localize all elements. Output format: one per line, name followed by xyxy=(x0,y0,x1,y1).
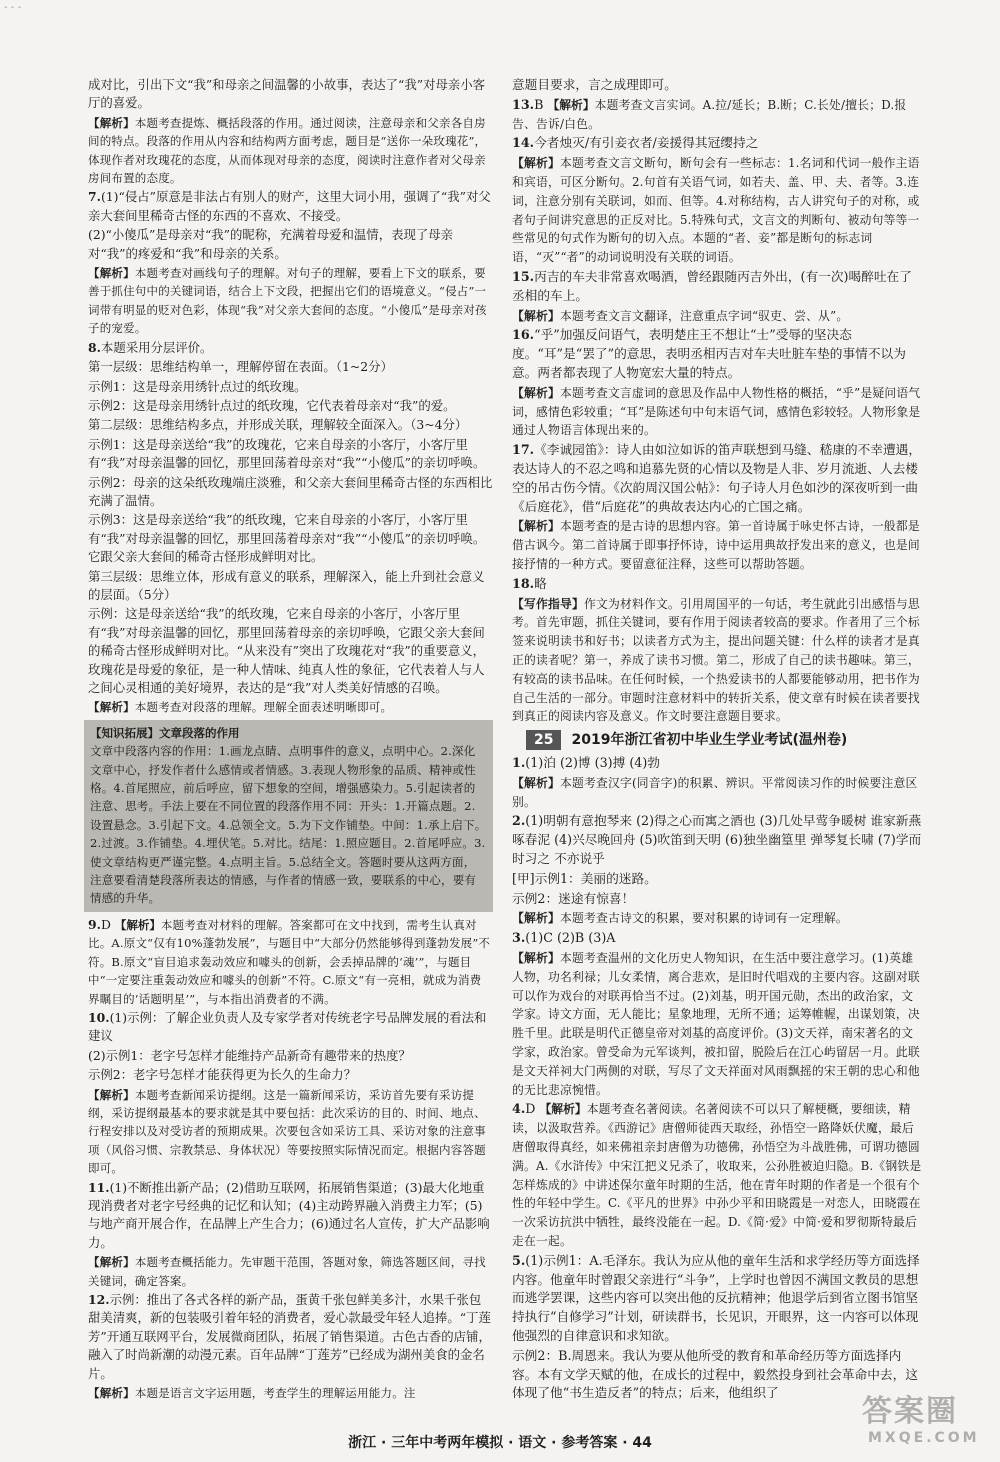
explanation: 【解析】本题考查文言文断句，断句会有一些标志：1.名词和代词一般作主语和宾语，可区分断句。2.句首有关语气词，如若夫、盖、甲、夫、者等。3.连词，注意分别有关联词，如而、但等。4.对称结构，古人讲究句子的对称，或者句子间讲究意思的正反对比。5.特殊句式，文言文的判断句、被动句等等一些常见的句式作为断句的切入点。本题的“者、妾”都是断句的标志词语，“灭”“者”的动词说明没有关联的词语。 xyxy=(512,156,920,265)
question-11: 11.(1)不断推出新产品；(2)借助互联网，拓展销售渠道；(3)最大化地重现消费者对老字号经典的记忆和认知；(4)主动跨界融入消费主力军；(5)与地产商开展合作，在品牌上产生合力；(6)通过名人宣传，扩大产品影响力。 xyxy=(88,1179,490,1250)
question-12: 12.示例：推出了各式各样的新产品，蛋黄千张包鲜美多汁，水果千张包甜美清爽，新的包装吸引着年轻的消费者，爱心款最受年轻人追捧。“丁莲芳”开通互联网平台，发展微商团队，拓展了销售渠道。古色古香的店铺，融入了时尚新潮的动漫元素。百年品牌“丁莲芳”已经成为湖州美食的金名片。 xyxy=(88,1292,491,1381)
question-8: 8.本题采用分层评价。 xyxy=(88,339,213,355)
example: 示例1：这是母亲送给“我”的玫瑰花，它来自母亲的小客厅，小客厅里有“我”对母亲温馨的回忆，那里回荡着母亲对“我”“小傻瓜”的亲切呼唤。 xyxy=(88,436,486,471)
explanation: 【写作指导】作文为材料作文。引用周国平的一句话，考生就此引出感悟与思考。首先审题，抓住关键词，要有作用于阅读者较高的要求。作者用了三个标签来说明读书和好书；以读者方式为主，提出问题关键：什么样的读者才是真正的读者呢？第一，养成了读书习惯。第二，形成了自己的读书趣味。第三，有较高的读书品味。在任何时候，一个热爱读书的人都要能够动用，把书作为自己生活的一部分。审题时注意材料中的转折关系，使文章有时候在读者要找到真正的阅读内容及意义。作文时要注意题目要求。 xyxy=(512,596,920,724)
level-2: 第二层级：思维结构多点，并形成关联，理解较全面深入。（3~4分） xyxy=(88,417,468,433)
explanation: 【解析】本题考查汉字(同音字)的积累、辨识。平常阅读习作的时候要注意区别。 xyxy=(512,775,918,809)
section-title: 2019年浙江省初中毕业生学业考试(温州卷) xyxy=(571,731,848,748)
explanation: 【解析】本题考查新闻采访提纲。这是一篇新闻采访，采访首先要有采访提纲，采访提纲最基本的要求就是其中要包括：此次采访的目的、时间、地点、行程安排以及对受访者的预期成果。次要包含如采访工具、采访对象的注意事项（风俗习惯、宗教禁忌、身体状况）等要按照实际情况而定。根据内容答题即可。 xyxy=(88,1087,486,1176)
level-3: 第三层级：思维立体，形成有意义的联系，理解深入，能上升到社会意义的层面。（5分） xyxy=(88,568,485,602)
right-column xyxy=(512,76,924,1404)
explanation: 【解析】本题是语言文字运用题，考查学生的理解运用能力。注 xyxy=(88,1386,416,1401)
explanation: 【解析】本题考查文言虚词的意思及作品中人物性格的概括，“乎”是疑问语气词，感情色彩较重；“耳”是陈述句中句末语气词，感情色彩较轻。人物形象是通过人物语言体现出来的。 xyxy=(512,385,921,438)
example: 示例：这是母亲送给“我”的纸玫瑰，它来自母亲的小客厅，小客厅里有“我”对母亲温馨的回忆，那里回荡着母亲的亲切呼唤，它跟父亲大套间的稀奇古怪形成鲜明对比。“从来没有”突出了玫瑰花对“我”的重要意义，玫瑰花是母爱的象征，是一种人情味、纯真人性的象征，它代表着人与人之间心灵相通的美好境界，表达的是“我”对人类美好情感的召唤。 xyxy=(88,606,486,695)
answer-3: 3.(1)C (2)B (3)A xyxy=(512,930,616,946)
answer-5: 5.(1)示例1：A.毛泽东。我认为应从他的童年生活和求学经历等方面选择内容。他童年时曾跟父亲进行“斗争”，上学时也曾因不满国文教员的思想而逃学罢课，这些内容可以突出他的反抗精神；他退学后到省立图书馆坚持执行“自修学习”计划，研读群书，长见识，开眼界，这一内容可以体现他强烈的自律意识和求知欲。 xyxy=(512,1252,920,1343)
example: 示例1：这是母亲用绣针点过的纸玫瑰。 xyxy=(88,378,307,394)
level-1: 第一层级：思维结构单一，理解停留在表面。（1~2分） xyxy=(88,359,393,375)
explanation: 【解析】本题考查对段落的理解。理解全面表述明晰即可。 xyxy=(88,700,393,715)
section-number: 25 xyxy=(526,730,561,750)
explanation: 【解析】本题考查对画线句子的理解。对句子的理解，要看上下文的联系，要善于抓住句中的关键词语，结合上下文段，把握出它们的语境意义。“侵占”一词带有明显的贬对色彩，体现“我”对父亲大套间的态度。“小傻瓜”是母亲对孩子的宠爱。 xyxy=(88,266,487,336)
example: 示例2：母亲的这朵纸玫瑰端庄淡雅，和父亲大套间里稀奇古怪的东西相比充满了温情。 xyxy=(88,474,493,508)
box-heading: 【知识拓展】文章段落的作用 xyxy=(90,725,240,740)
box-body: 文章中段落内容的作用：1.画龙点睛、点明事件的意义，点明中心。2.深化文章中心，抒发作者什么感情或者情感。3.表现人物形象的品质、精神或性格。4.首尾照应，前后呼应，留下想象的空间，增强感染力。5.引起读者的注意、思考。手法上要在不同位置的段落作用不同：开头：1.开篇点题。2.设置悬念。3.引起下文。4.总领全文。5.为下文作铺垫。中间：1.承上启下。2.过渡。3.作铺垫。4.埋伏笔。5.对比。结尾：1.照应题目。2.首尾呼应。3.使文章结构更严谨完整。4.点明主旨。5.总结全文。答题时要从这两方面，注意要看清楚段落所表达的情感，与作者的情感一致，要联系的中心，要有情感的升华。 xyxy=(90,744,487,906)
tag-label: 【解析】 xyxy=(88,115,135,130)
question-10: 10.(1)示例：了解企业负责人及专家学者对传统老字号品牌发展的看法和建议 xyxy=(88,1009,487,1044)
question-15: 15.丙吉的车夫非常喜欢喝酒，曾经跟随丙吉外出，(有一次)喝醉吐在了丞相的车上。 xyxy=(512,268,912,303)
explanation: 【解析】本题考查温州的文化历史人物知识，在生活中要注意学习。(1)英雄人物，功名利禄；儿女柔情，离合悲欢，是旧时代唱戏的主要内容。这副对联可以作为戏台的对联再恰当不过。(2)刘基，明开国元勋，杰出的政治家，文学家。诗文方面，无人能比；星象地理，无所不通；运筹帷幄，出谋划策，决胜千里。此联是明代正德皇帝对刘基的高度评价。(3)文天祥，南宋著名的文学家，政治家。曾受命为元军谈判，被扣留，脱险后在江心屿留居一月。此联是文天祥祠大门两侧的对联，写尽了文天祥面对风雨飘摇的宋王朝的忠心和他的无比悲凉惋惜。 xyxy=(512,951,920,1097)
knowledge-box xyxy=(84,720,493,912)
example: 示例3：这是母亲送给“我”的纸玫瑰，它来自母亲的小客厅，小客厅里有“我”对母亲温馨的回忆，那里回荡着母亲对“我”“小傻瓜”的亲切呼唤。它跟父亲大套间的稀奇古怪形成鲜明对比。 xyxy=(88,512,486,565)
answer-2: 2.(1)明朝有意抱琴来 (2)得之心而寓之酒也 (3)几处早莺争暖树 谁家新燕啄春泥 (4)兴尽晚回舟 (5)吹笛到天明 (6)独坐幽篁里 弹琴复长啸 (7)学而时习之 不亦说乎 xyxy=(512,813,922,867)
explanation: 【解析】本题考查概括能力。先审题干范围，答题对象，筛选答题区间，寻找关键词，确定答案。 xyxy=(88,1255,486,1288)
scan-mark: - - - xyxy=(4,2,22,13)
left-column xyxy=(88,76,493,1403)
answer-text: 示例2：迷途有惊喜！ xyxy=(512,890,635,906)
question-13: 13.B 【解析】本题考查文言实词。A.拉/延长；B.断；C.长处/擅长；D.报告、告诉/白色。 xyxy=(512,96,907,131)
answer-text: (2)“小傻瓜”是母亲对“我”的昵称，充满着母爱和温情，表现了母亲对“我”的疼爱和“我”和母亲的关系。 xyxy=(88,227,454,261)
answer-text: (2)示例1：老字号怎样才能维持产品新奇有趣带来的热度？ xyxy=(88,1047,411,1063)
paragraph: 意题目要求，言之成理即可。 xyxy=(512,77,677,92)
answer-text: [甲]示例1：美丽的迷路。 xyxy=(512,870,657,886)
watermark-logo xyxy=(862,1386,992,1456)
answer-1: 1.(1)泊 (2)博 (3)搏 (4)勃 xyxy=(512,755,660,771)
logo-url: MXQE.COM xyxy=(868,1430,980,1446)
paragraph: 成对比，引出下文“我”和母亲之间温馨的小故事，表达了“我”对母亲小客厅的喜爱。 xyxy=(88,77,486,111)
question-9: 9.D 【解析】本题考查对材料的理解。答案都可在文中找到，需考生认真对比。A.原文“仅有10%蓬勃发展”，与题目中“大部分仍然能够得到蓬勃发展”不符。B.原文“盲目追求轰动效应和噱头的创新，会丢掉品牌的‘魂’”，与题目中“一定要注重轰动效应和噱头的创新”不符。C.原文“有一亮相，就成为消费界瞩目的‘话题明星’”，与本指出消费者的不满。 xyxy=(88,916,491,1006)
logo-text: 答案圈 xyxy=(862,1394,958,1429)
answer-4: 4.D 【解析】本题考查名著阅读。名著阅读不可以只了解梗概，要细读，精读，以汲取营养。《西游记》唐僧师徒西天取经，孙悟空一路降妖伏魔，最后唐僧取得真经，如来佛祖亲封唐僧为功德佛，孙悟空为斗战胜佛，可谓功德圆满。A.《水浒传》中宋江把义兄杀了，收取来，公孙胜被迫归隐。B.《钢铁是怎样炼成的》中讲述保尔童年时期的生活，他在青年时期的作者是一个很有个性的年轻中学生。C.《平凡的世界》中孙少平和田晓霞是一对恋人，田晓霞在一次采访抗洪中牺牲，最终没能在一起。D.《简·爱》中简·爱和罗彻斯特最后走在一起。 xyxy=(512,1101,922,1249)
explanation: 【解析】本题考查的是古诗的思想内容。第一首诗属于咏史怀古诗，一般都是借古讽今。第二首诗属于即事抒怀诗，诗中运用典故抒发出来的意义，也是间接抒情的一种方式。要留意征注释，这些可以帮助答题。 xyxy=(512,519,920,571)
question-17: 17.《李诚园笛》：诗人由如泣如诉的笛声联想到马缝、嵇康的不幸遭遇，表达诗人的不忍之鸣和追慕先贤的心情以及物是人非、岁月流逝、人去楼空的吊古伤今情。《次韵周汉国公帖》：句子诗人月色如沙的深夜听到一曲《后庭花》，借“后庭花”的典故表达内心的亡国之痛。 xyxy=(512,442,922,514)
answer-text: 示例2：老字号怎样才能获得更为长久的生命力？ xyxy=(88,1067,357,1083)
explanation: 【解析】本题考查提炼、概括段落的作用。通过阅读，注意母亲和父亲各自房间的特点。段落的作用从内容和结构两方面考虑，题目是“送你一朵玫瑰花”，体现作者对玫瑰花的态度，从而体现对母亲的态度，阅读时注意作者对父母亲房间布置的态度。 xyxy=(88,115,487,186)
page-footer: 浙江 · 三年中考两年模拟 · 语文 · 参考答案 · 44 xyxy=(348,1435,652,1451)
section-heading xyxy=(512,730,924,750)
question-16: 16.“乎”加强反问语气，表明楚庄王不想让“士”受辱的坚决态度。“耳”是“罢了”的意思，表明丞相丙吉对车夫吐脏车垫的事情不以为意。两者都表现了人物宽宏大量的特点。 xyxy=(512,327,906,380)
question-7: 7.(1)“侵占”原意是非法占有别人的财产，这里大词小用，强调了“我”对父亲大套间里稀奇古怪的东西的不喜欢、不接受。 xyxy=(88,189,491,223)
question-14: 14.今者烛灭/有引妾衣者/妾援得其冠缨持之 xyxy=(512,135,759,151)
answer-text: 示例2：B.周恩来。我认为要从他所受的教育和革命经历等方面选择内容。本有文学天赋的他，在成长的过程中，毅然投身到社会革命中去，这体现了他“书生造反者”的特点；后来，他组织了 xyxy=(512,1347,918,1401)
explanation: 【解析】本题考查文言文翻译，注意重点字词“驭吏、尝、从”。 xyxy=(512,308,849,323)
explanation: 【解析】本题考查古诗文的积累，要对积累的诗词有一定理解。 xyxy=(512,911,848,926)
question-18: 18.略 xyxy=(512,575,547,591)
example: 示例2：这是母亲用绣针点过的纸玫瑰，它代表着母亲对“我”的爱。 xyxy=(88,397,456,413)
